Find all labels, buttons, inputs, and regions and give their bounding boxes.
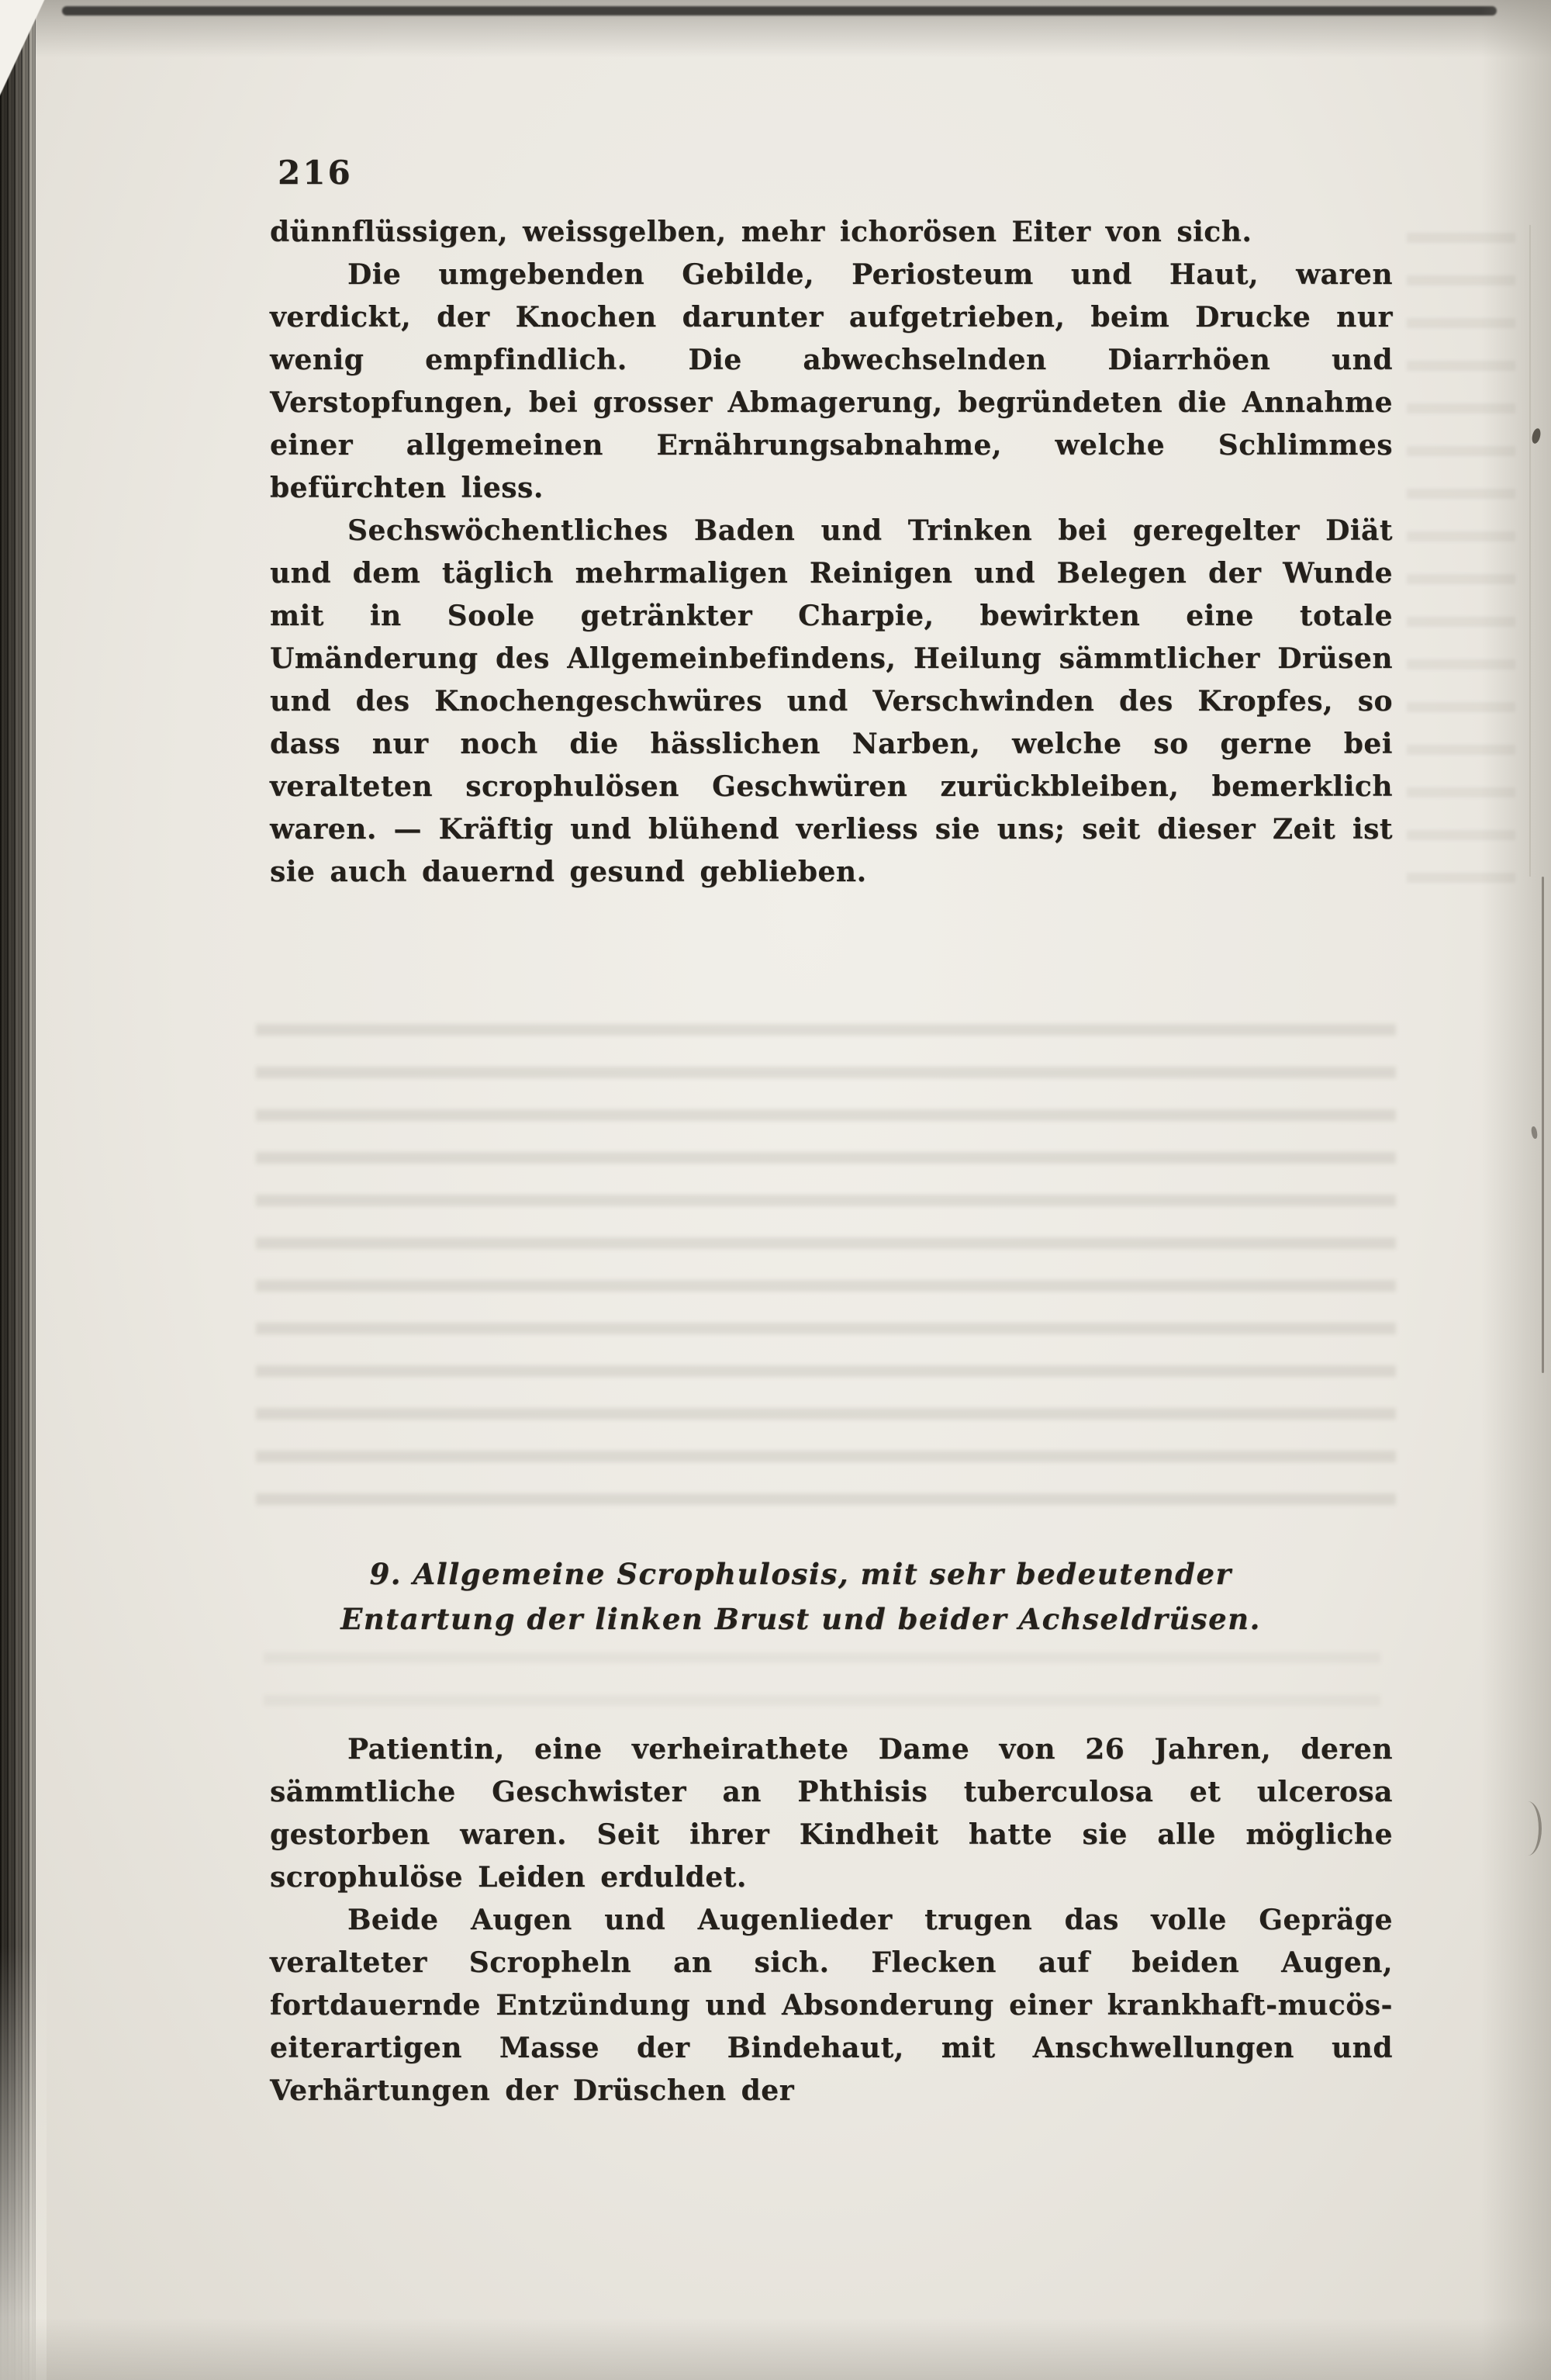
section-heading bbox=[233, 1551, 1369, 1641]
body-text-upper bbox=[270, 211, 1393, 894]
right-page-edge-dark-line bbox=[1542, 877, 1544, 1373]
paragraph: Sechswöchentliches Baden und Trinken bei geregelter Diät und dem täglich mehrmaligen Reinigen und Belegen der Wunde mit in Soole getränkter Charpie, bewirkten eine totale Umänderung des Allgemeinbefindens, Heilung sämmtlicher Drüsen und des Knochengeschwüres und Verschwinden des Kropfes, so dass nur noch die hässlichen Narben, welche so gerne bei veralteten scrophulösen Geschwüren zurückbleiben, bemerklich waren. — Kräftig und blühend verliess sie uns; seit dieser Zeit ist sie auch dauernd gesund geblieben. bbox=[270, 514, 1393, 888]
paragraph: Beide Augen und Augenlieder trugen das volle Gepräge veralteter Scropheln an sich. Flecken auf beiden Augen, fortdauernde Entzündung und Absonderung einer krankhaft-mucös-eiterartigen Masse der Bindehaut, mit Anschwellungen und Verhärtungen der Drüschen der bbox=[270, 1904, 1393, 2107]
page-corner-highlight bbox=[0, 0, 74, 116]
section-heading-line2: Entartung der linken Brust und beider Achseldrüsen. bbox=[340, 1602, 1261, 1636]
right-page-edge-line bbox=[1529, 225, 1531, 877]
ink-bleed-through-below-heading bbox=[264, 1652, 1380, 1722]
page-top-edge-line bbox=[62, 6, 1497, 16]
scan-bottom-shadow bbox=[0, 2318, 1551, 2380]
paragraph-continuation: dünnflüssigen, weissgelben, mehr ichorösen Eiter von sich. bbox=[270, 216, 1252, 248]
body-text-lower bbox=[270, 1728, 1393, 2112]
section-heading-line1: 9. Allgemeine Scrophulosis, mit sehr bedeutender bbox=[369, 1557, 1232, 1591]
book-spine-bottom-fade bbox=[0, 1946, 47, 2380]
paragraph: Die umgebenden Gebilde, Periosteum und Haut, waren verdickt, der Knochen darunter aufgetrieben, beim Drucke nur wenig empfindlich. Die abwechselnden Diarrhöen und Verstopfungen, bei grosser Abmagerung, begründeten die Annahme einer allgemeinen Ernährungsabnahme, welche Schlimmes befürchten liess. bbox=[270, 258, 1393, 504]
ink-bleed-through-center bbox=[256, 1024, 1396, 1520]
scan-right-shadow bbox=[1481, 0, 1551, 2380]
page-number: 216 bbox=[278, 154, 353, 192]
paragraph: Patientin, eine verheirathete Dame von 26 Jahren, deren sämmtliche Geschwister an Phthisis tuberculosa et ulcerosa gestorben waren. Seit ihrer Kindheit hatte sie alle mögliche scrophulöse Leiden erduldet. bbox=[270, 1733, 1393, 1894]
